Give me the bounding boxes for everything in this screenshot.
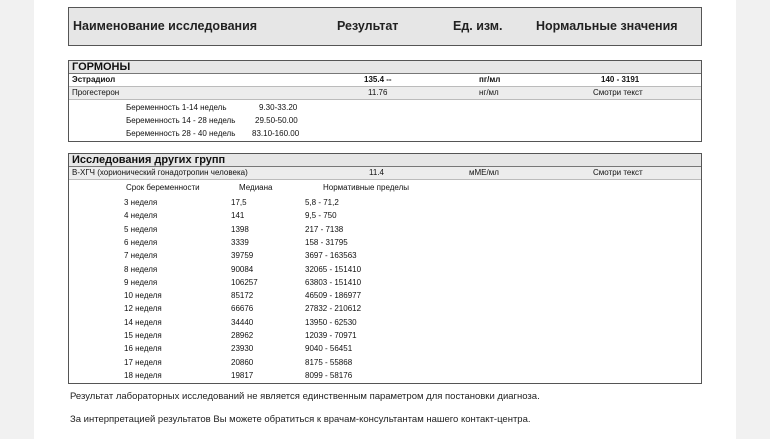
week-median: 20860 bbox=[231, 357, 254, 367]
pregnancy-range-value: 9.30-33.20 bbox=[259, 103, 298, 112]
week-term: 15 неделя bbox=[124, 331, 162, 340]
week-median: 3339 bbox=[231, 237, 249, 247]
pregnancy-range-label: Беременность 28 - 40 недель bbox=[126, 129, 236, 138]
contact-note: За интерпретацией результатов Вы можете обратиться к врачам-консультантам нашего контакт-центра. bbox=[70, 414, 531, 425]
test-unit: нг/мл bbox=[479, 88, 499, 97]
week-median: 19817 bbox=[231, 370, 254, 380]
test-norm: 140 - 3191 bbox=[601, 75, 640, 84]
other-tests-section bbox=[68, 153, 702, 384]
test-norm: Смотри текст bbox=[593, 88, 643, 97]
week-term: 4 неделя bbox=[124, 211, 158, 221]
week-term: 6 неделя bbox=[124, 237, 158, 247]
week-limits: 158 - 31795 bbox=[305, 237, 348, 247]
table-header bbox=[68, 7, 702, 46]
hormones-section bbox=[68, 60, 702, 142]
table-row-progesterone bbox=[69, 87, 701, 100]
test-value: 11.76 bbox=[368, 88, 388, 97]
week-median: 17,5 bbox=[231, 198, 247, 207]
week-term: 7 неделя bbox=[124, 251, 158, 261]
header-unit: Ед. изм. bbox=[453, 19, 503, 33]
section-title: ГОРМОНЫ bbox=[69, 61, 701, 74]
test-name: Эстрадиол bbox=[72, 75, 116, 84]
test-unit: мМЕ/мл bbox=[469, 168, 499, 177]
test-value: 11.4 bbox=[369, 168, 384, 177]
section-title: Исследования других групп bbox=[69, 154, 701, 167]
pregnancy-range-label: Беременность 14 - 28 недель bbox=[126, 116, 236, 125]
week-term: 18 неделя bbox=[124, 370, 162, 380]
pregnancy-range-value: 83.10-160.00 bbox=[252, 129, 300, 138]
week-median: 90084 bbox=[231, 264, 254, 274]
table-row-hcg bbox=[69, 167, 701, 180]
week-limits: 9,5 - 750 bbox=[305, 211, 337, 221]
column-header-limits: Нормативные пределы bbox=[323, 183, 409, 192]
week-term: 5 неделя bbox=[124, 224, 158, 234]
column-header-term: Срок беременности bbox=[126, 183, 200, 192]
week-term: 9 неделя bbox=[124, 277, 158, 287]
week-term: 17 неделя bbox=[124, 357, 162, 367]
week-median: 141 bbox=[231, 211, 245, 221]
week-limits: 46509 - 186977 bbox=[305, 291, 362, 301]
week-limits: 8099 - 58176 bbox=[305, 370, 353, 380]
week-limits: 8175 - 55868 bbox=[305, 357, 353, 367]
week-term: 8 неделя bbox=[124, 264, 158, 274]
week-term: 3 неделя bbox=[124, 198, 158, 207]
week-median: 23930 bbox=[231, 344, 254, 354]
document-page bbox=[34, 0, 736, 439]
pregnancy-range-label: Беременность 1-14 недель bbox=[126, 103, 227, 112]
week-median: 106257 bbox=[231, 277, 258, 287]
week-limits: 27832 - 210612 bbox=[305, 304, 362, 314]
test-unit: пг/мл bbox=[479, 75, 501, 84]
header-norm: Нормальные значения bbox=[536, 19, 678, 33]
disclaimer-note: Результат лабораторных исследований не является единственным параметром для постановки диагноза. bbox=[70, 391, 540, 402]
test-name: Прогестерон bbox=[72, 88, 120, 97]
week-limits: 63803 - 151410 bbox=[305, 277, 362, 287]
week-term: 12 неделя bbox=[124, 304, 162, 314]
header-result: Результат bbox=[337, 19, 399, 33]
header-name: Наименование исследования bbox=[73, 19, 258, 33]
test-name: В-ХГЧ (хорионический гонадотропин человека) bbox=[72, 168, 248, 177]
week-limits: 217 - 7138 bbox=[305, 224, 344, 234]
week-limits: 32065 - 151410 bbox=[305, 264, 362, 274]
pregnancy-range-value: 29.50-50.00 bbox=[255, 116, 298, 125]
week-limits: 12039 - 70971 bbox=[305, 331, 357, 340]
week-limits: 5,8 - 71,2 bbox=[305, 198, 339, 207]
column-header-median: Медиана bbox=[239, 183, 273, 192]
week-limits: 9040 - 56451 bbox=[305, 344, 353, 354]
week-median: 39759 bbox=[231, 251, 254, 261]
week-limits: 13950 - 62530 bbox=[305, 317, 357, 327]
table-row-estradiol bbox=[69, 74, 701, 87]
test-value: 135.4 -- bbox=[364, 75, 392, 84]
week-term: 14 неделя bbox=[124, 317, 162, 327]
test-norm: Смотри текст bbox=[593, 168, 643, 177]
week-median: 85172 bbox=[231, 291, 254, 301]
week-median: 34440 bbox=[231, 317, 254, 327]
week-median: 28962 bbox=[231, 331, 254, 340]
week-term: 10 неделя bbox=[124, 291, 162, 301]
week-term: 16 неделя bbox=[124, 344, 162, 354]
week-median: 1398 bbox=[231, 224, 249, 234]
week-limits: 3697 - 163563 bbox=[305, 251, 357, 261]
week-median: 66676 bbox=[231, 304, 254, 314]
